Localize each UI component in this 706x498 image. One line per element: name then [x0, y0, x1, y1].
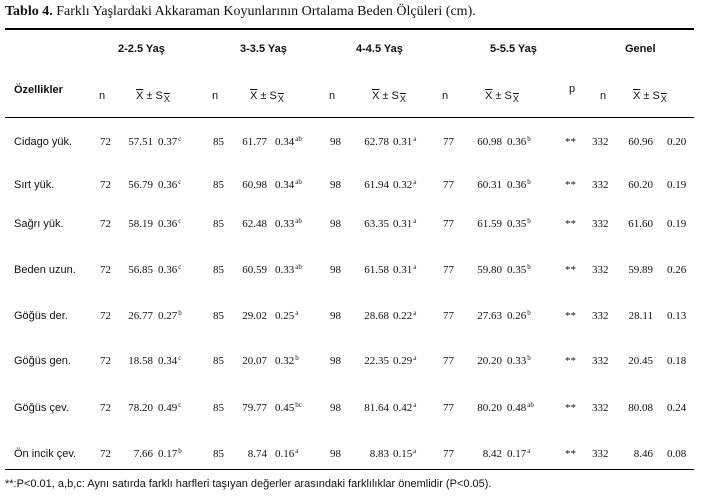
se-value: 0.26 — [667, 264, 687, 276]
n-value: 98 — [330, 136, 341, 148]
se-value: 0.34$^{ab}$ — [275, 178, 302, 191]
mean-value: 60.59 — [242, 264, 267, 276]
mean-subscript: X — [399, 94, 406, 104]
significance-letter: a — [413, 217, 417, 225]
n-value: 332 — [592, 136, 609, 148]
n-value: 332 — [592, 218, 609, 230]
significance-letter: a — [295, 447, 299, 455]
se-symbol: ± S — [492, 90, 512, 102]
se-value: 0.36$^c$ — [158, 178, 182, 191]
n-value: 85 — [213, 355, 224, 367]
mean-value: 8.83 — [369, 448, 389, 460]
se-value: 0.19 — [667, 218, 687, 230]
mean-value: 27.63 — [477, 310, 502, 322]
significance-letter: a — [413, 263, 417, 271]
significance-letter: c — [178, 217, 182, 225]
significance-letter: a — [413, 178, 417, 186]
n-value: 85 — [213, 218, 224, 230]
table-title — [5, 4, 476, 20]
se-value: 0.36$^c$ — [158, 263, 182, 276]
row-label: Ön incik çev. — [14, 448, 77, 460]
mean-value: 60.98 — [242, 179, 267, 191]
se-value: 0.32$^a$ — [393, 178, 417, 191]
mean-value: 61.77 — [242, 136, 267, 148]
mean-value: 60.96 — [628, 136, 653, 148]
mean-value: 18.58 — [128, 355, 153, 367]
significance-letter: ab — [295, 217, 302, 225]
se-symbol: ± S — [257, 90, 277, 102]
significance-letter: b — [295, 354, 299, 362]
n-value: 98 — [330, 218, 341, 230]
mean-value: 60.31 — [477, 179, 502, 191]
mean-value: 28.68 — [364, 310, 389, 322]
se-value: 0.33$^b$ — [507, 354, 531, 367]
n-value: 85 — [213, 264, 224, 276]
se-value: 0.34$^c$ — [158, 354, 182, 367]
mean-value: 80.08 — [628, 402, 653, 414]
significance-letter: b — [527, 135, 531, 143]
group-header: 5-5.5 Yaş — [490, 43, 537, 55]
se-value: 0.29$^a$ — [393, 354, 417, 367]
significance-letter: b — [527, 217, 531, 225]
mean-value: 61.94 — [364, 179, 389, 191]
mean-se-header — [485, 90, 519, 103]
se-value: 0.20 — [667, 136, 687, 148]
mean-value: 22.35 — [364, 355, 389, 367]
mean-value: 8.42 — [482, 448, 502, 460]
significance-letter: ab — [295, 135, 302, 143]
table-footnote: **:P<0.01, a,b,c: Aynı satırda farklı harfleri taşıyan değerler arasındaki farklılıklar önemlidir (P<0.05). — [5, 478, 492, 490]
mean-value: 26.77 — [128, 310, 153, 322]
mean-value: 8.74 — [247, 448, 267, 460]
se-value: 0.17$^b$ — [158, 447, 182, 460]
mean-se-header — [372, 90, 406, 103]
mean-symbol: $\overline{X}$ — [250, 90, 258, 102]
significance-letter: ab — [295, 178, 302, 186]
mean-value: 8.46 — [633, 448, 653, 460]
mean-value: 81.64 — [364, 402, 389, 414]
significance-letter: b — [527, 309, 531, 317]
n-value: 85 — [213, 136, 224, 148]
n-value: 77 — [443, 355, 454, 367]
row-label: Göğüs gen. — [14, 355, 71, 367]
n-value: 72 — [100, 179, 111, 191]
mean-se-header — [250, 90, 284, 103]
mean-symbol: $\overline{X}$ — [485, 90, 493, 102]
se-value: 0.32$^b$ — [275, 354, 299, 367]
mean-subscript: X — [277, 94, 284, 104]
se-symbol: ± S — [143, 90, 163, 102]
row-label: Göğüs der. — [14, 310, 68, 322]
mean-subscript: X — [512, 94, 519, 104]
significance-letter: c — [178, 135, 182, 143]
n-value: 332 — [592, 402, 609, 414]
se-value: 0.19 — [667, 179, 687, 191]
row-label: Sağrı yük. — [14, 218, 64, 230]
se-value: 0.18 — [667, 355, 687, 367]
mean-value: 56.79 — [128, 179, 153, 191]
se-value: 0.27$^b$ — [158, 309, 182, 322]
se-value: 0.36$^b$ — [507, 178, 531, 191]
n-value: 77 — [443, 448, 454, 460]
n-value: 332 — [592, 310, 609, 322]
mean-value: 56.85 — [128, 264, 153, 276]
mean-value: 20.07 — [242, 355, 267, 367]
se-value: 0.34$^{ab}$ — [275, 135, 302, 148]
mean-se-header — [136, 90, 170, 103]
n-value: 85 — [213, 179, 224, 191]
significance-letter: ab — [295, 263, 302, 271]
p-value: ** — [565, 218, 576, 230]
n-value: 332 — [592, 264, 609, 276]
n-header: n — [329, 90, 336, 102]
table-number: Tablo 4. — [5, 4, 53, 19]
n-value: 72 — [100, 355, 111, 367]
se-value: 0.31$^a$ — [393, 217, 417, 230]
n-header: n — [212, 90, 219, 102]
n-value: 72 — [100, 402, 111, 414]
p-value: ** — [565, 310, 576, 322]
significance-letter: c — [178, 263, 182, 271]
mean-value: 63.35 — [364, 218, 389, 230]
se-value: 0.45$^{bc}$ — [275, 401, 302, 414]
significance-letter: c — [178, 178, 182, 186]
mean-value: 28.11 — [628, 310, 653, 322]
se-value: 0.22$^a$ — [393, 309, 417, 322]
mean-value: 79.77 — [242, 402, 267, 414]
top-rule — [5, 28, 694, 30]
se-value: 0.35$^b$ — [507, 263, 531, 276]
significance-letter: a — [413, 135, 417, 143]
significance-letter: a — [413, 354, 417, 362]
significance-letter: ab — [527, 401, 534, 409]
mean-value: 61.58 — [364, 264, 389, 276]
n-value: 98 — [330, 264, 341, 276]
n-value: 85 — [213, 310, 224, 322]
n-value: 98 — [330, 402, 341, 414]
mean-value: 59.80 — [477, 264, 502, 276]
significance-letter: b — [527, 178, 531, 186]
se-value: 0.13 — [667, 310, 687, 322]
significance-letter: b — [178, 447, 182, 455]
n-value: 72 — [100, 310, 111, 322]
mean-subscript: X — [163, 94, 170, 104]
significance-letter: a — [295, 309, 299, 317]
mean-value: 78.20 — [128, 402, 153, 414]
se-value: 0.17$^a$ — [507, 447, 531, 460]
significance-letter: bc — [295, 401, 302, 409]
mean-se-header — [633, 90, 667, 103]
mean-value: 58.19 — [128, 218, 153, 230]
n-value: 332 — [592, 448, 609, 460]
significance-letter: b — [527, 354, 531, 362]
se-value: 0.36$^c$ — [158, 217, 182, 230]
se-value: 0.08 — [667, 448, 687, 460]
mean-value: 62.48 — [242, 218, 267, 230]
significance-letter: b — [178, 309, 182, 317]
n-value: 332 — [592, 355, 609, 367]
mean-value: 20.20 — [477, 355, 502, 367]
n-value: 77 — [443, 218, 454, 230]
se-value: 0.36$^b$ — [507, 135, 531, 148]
mean-symbol: $\overline{X}$ — [633, 90, 641, 102]
n-value: 77 — [443, 310, 454, 322]
group-header: 3-3.5 Yaş — [240, 43, 287, 55]
significance-letter: c — [178, 354, 182, 362]
mean-value: 20.45 — [628, 355, 653, 367]
n-value: 77 — [443, 136, 454, 148]
mean-value: 59.89 — [628, 264, 653, 276]
significance-letter: a — [413, 401, 417, 409]
p-header: p — [569, 83, 576, 95]
se-value: 0.31$^a$ — [393, 135, 417, 148]
n-header: n — [442, 90, 449, 102]
n-value: 72 — [100, 264, 111, 276]
group-header: Genel — [625, 43, 656, 55]
p-value: ** — [565, 448, 576, 460]
n-value: 72 — [100, 218, 111, 230]
n-header: n — [99, 90, 106, 102]
se-value: 0.16$^a$ — [275, 447, 299, 460]
row-label: Göğüs çev. — [14, 402, 69, 414]
se-value: 0.35$^b$ — [507, 217, 531, 230]
group-header: 2-2.5 Yaş — [118, 43, 165, 55]
bottom-rule — [5, 469, 694, 470]
mean-value: 61.60 — [628, 218, 653, 230]
mean-symbol: $\overline{X}$ — [136, 90, 144, 102]
se-value: 0.25$^a$ — [275, 309, 299, 322]
se-value: 0.24 — [667, 402, 687, 414]
se-value: 0.26$^b$ — [507, 309, 531, 322]
n-value: 85 — [213, 448, 224, 460]
p-value: ** — [565, 402, 576, 414]
se-value: 0.42$^a$ — [393, 401, 417, 414]
table-caption: Farklı Yaşlardaki Akkaraman Koyunlarının Ortalama Beden Ölçüleri (cm). — [56, 4, 476, 19]
significance-letter: b — [527, 263, 531, 271]
n-value: 332 — [592, 179, 609, 191]
n-value: 98 — [330, 179, 341, 191]
significance-letter: c — [178, 401, 182, 409]
p-value: ** — [565, 355, 576, 367]
group-header: 4-4.5 Yaş — [356, 43, 403, 55]
n-value: 72 — [100, 136, 111, 148]
characteristics-header: Özellikler — [14, 84, 63, 96]
mean-value: 62.78 — [364, 136, 389, 148]
n-header: n — [600, 90, 607, 102]
header-rule — [5, 117, 694, 118]
p-value: ** — [565, 179, 576, 191]
mean-value: 57.51 — [128, 136, 153, 148]
row-label: Cidago yük. — [14, 136, 73, 148]
mean-value: 60.20 — [628, 179, 653, 191]
se-value: 0.33$^{ab}$ — [275, 217, 302, 230]
se-symbol: ± S — [379, 90, 399, 102]
mean-value: 29.02 — [242, 310, 267, 322]
mean-value: 61.59 — [477, 218, 502, 230]
n-value: 77 — [443, 402, 454, 414]
se-value: 0.49$^c$ — [158, 401, 182, 414]
se-value: 0.33$^{ab}$ — [275, 263, 302, 276]
p-value: ** — [565, 264, 576, 276]
p-value: ** — [565, 136, 576, 148]
n-value: 77 — [443, 179, 454, 191]
n-value: 98 — [330, 310, 341, 322]
mean-subscript: X — [660, 94, 667, 104]
mean-symbol: $\overline{X}$ — [372, 90, 380, 102]
significance-letter: a — [413, 309, 417, 317]
n-value: 98 — [330, 355, 341, 367]
n-value: 85 — [213, 402, 224, 414]
se-value: 0.31$^a$ — [393, 263, 417, 276]
se-value: 0.48$^{ab}$ — [507, 401, 534, 414]
mean-value: 80.20 — [477, 402, 502, 414]
n-value: 72 — [100, 448, 111, 460]
se-value: 0.37$^c$ — [158, 135, 182, 148]
significance-letter: a — [527, 447, 531, 455]
significance-letter: a — [413, 447, 417, 455]
row-label: Beden uzun. — [14, 264, 76, 276]
se-symbol: ± S — [640, 90, 660, 102]
mean-value: 60.98 — [477, 136, 502, 148]
se-value: 0.15$^a$ — [393, 447, 417, 460]
n-value: 98 — [330, 448, 341, 460]
n-value: 77 — [443, 264, 454, 276]
mean-value: 7.66 — [133, 448, 153, 460]
row-label: Sırt yük. — [14, 179, 55, 191]
